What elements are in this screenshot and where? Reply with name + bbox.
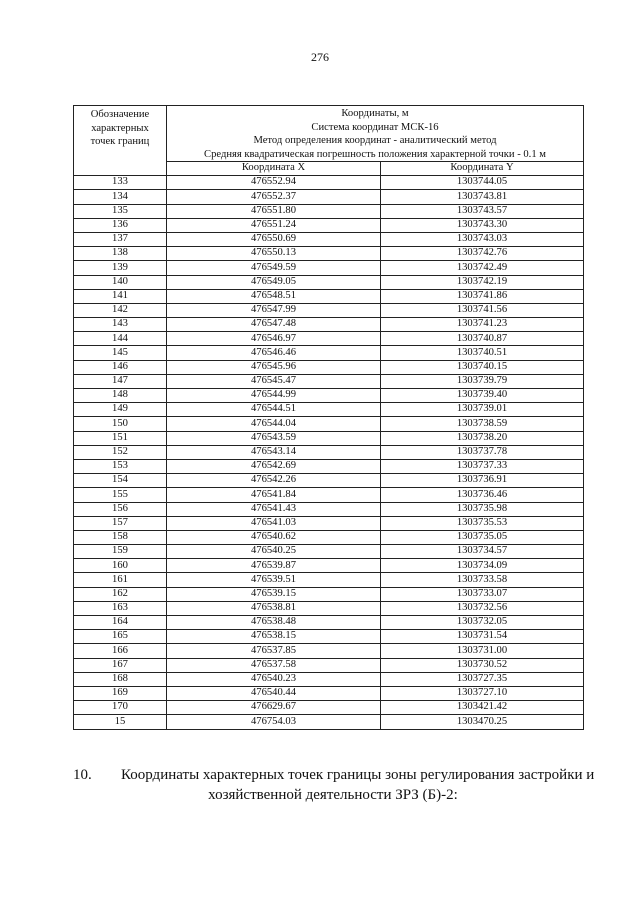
- section-heading-line-1: Координаты характерных точек границы зоны регулирования застройки и: [121, 767, 595, 783]
- coordinates-table: [73, 105, 584, 730]
- coordinate-y-cell: 1303731.54: [381, 630, 584, 644]
- point-id-cell: 147: [74, 374, 167, 388]
- coordinate-x-cell: 476547.48: [167, 318, 381, 332]
- table-row: [74, 218, 584, 232]
- coordinate-x-cell: 476552.37: [167, 190, 381, 204]
- coordinate-y-cell: 1303739.01: [381, 403, 584, 417]
- table-row: [74, 303, 584, 317]
- table-row: [74, 332, 584, 346]
- point-id-cell: 138: [74, 247, 167, 261]
- coordinate-x-cell: 476546.97: [167, 332, 381, 346]
- point-id-cell: 154: [74, 474, 167, 488]
- coordinate-x-cell: 476754.03: [167, 715, 381, 729]
- coordinate-y-cell: 1303743.57: [381, 204, 584, 218]
- coordinate-y-cell: 1303470.25: [381, 715, 584, 729]
- table-row: [74, 176, 584, 190]
- point-id-cell: 156: [74, 502, 167, 516]
- point-designation-header: [74, 106, 167, 176]
- coordinate-y-cell: 1303741.86: [381, 289, 584, 303]
- coordinate-y-cell: 1303737.33: [381, 459, 584, 473]
- point-id-cell: 150: [74, 417, 167, 431]
- coordinate-x-cell: 476539.51: [167, 573, 381, 587]
- coordinate-y-cell: 1303743.30: [381, 218, 584, 232]
- point-id-cell: 141: [74, 289, 167, 303]
- coordinate-y-cell: 1303737.78: [381, 445, 584, 459]
- point-id-cell: 160: [74, 559, 167, 573]
- coordinates-header: [167, 106, 584, 162]
- coordinate-y-cell: 1303736.46: [381, 488, 584, 502]
- table-row: [74, 644, 584, 658]
- point-id-cell: 157: [74, 516, 167, 530]
- point-id-cell: 144: [74, 332, 167, 346]
- coordinate-y-cell: 1303732.56: [381, 601, 584, 615]
- coordinate-x-cell: 476550.13: [167, 247, 381, 261]
- coordinate-y-cell: 1303421.42: [381, 701, 584, 715]
- coordinate-x-cell: 476538.48: [167, 616, 381, 630]
- point-id-cell: 169: [74, 686, 167, 700]
- table-row: [74, 630, 584, 644]
- header-left-line-1: Обозначение: [90, 109, 150, 120]
- point-id-cell: 139: [74, 261, 167, 275]
- header-left-line-2: характерных: [91, 122, 149, 134]
- table-row: [74, 672, 584, 686]
- coordinate-x-cell: 476545.47: [167, 374, 381, 388]
- point-id-cell: 140: [74, 275, 167, 289]
- point-id-cell: 163: [74, 601, 167, 615]
- coordinate-y-cell: 1303742.76: [381, 247, 584, 261]
- coordinate-y-cell: 1303734.57: [381, 545, 584, 559]
- table-row: [74, 289, 584, 303]
- coordinate-x-cell: 476541.84: [167, 488, 381, 502]
- coordinate-y-cell: 1303740.87: [381, 332, 584, 346]
- coordinate-x-cell: 476547.99: [167, 303, 381, 317]
- point-id-cell: 134: [74, 190, 167, 204]
- section-heading-line-2: хозяйственной деятельности ЗРЗ (Б)-2:: [208, 787, 458, 803]
- header-accuracy: Средняя квадратическая погрешность положения характерной точки - 0.1 м: [204, 148, 546, 160]
- point-id-cell: 153: [74, 459, 167, 473]
- coordinate-x-cell: 476544.99: [167, 389, 381, 403]
- point-id-cell: 137: [74, 232, 167, 246]
- table-row: [74, 204, 584, 218]
- table-row: [74, 715, 584, 729]
- point-id-cell: 158: [74, 530, 167, 544]
- table-row: [74, 701, 584, 715]
- coordinate-x-cell: 476549.59: [167, 261, 381, 275]
- coordinate-y-cell: 1303741.56: [381, 303, 584, 317]
- coordinate-x-cell: 476551.80: [167, 204, 381, 218]
- coordinate-x-cell: 476538.15: [167, 630, 381, 644]
- table-row: [74, 275, 584, 289]
- coordinate-x-cell: 476541.03: [167, 516, 381, 530]
- coordinate-y-cell: 1303742.49: [381, 261, 584, 275]
- coordinate-y-cell: 1303743.81: [381, 190, 584, 204]
- coordinate-x-cell: 476552.94: [167, 176, 381, 190]
- coordinate-y-cell: 1303734.09: [381, 559, 584, 573]
- point-id-cell: 168: [74, 672, 167, 686]
- point-id-cell: 161: [74, 573, 167, 587]
- coordinate-x-cell: 476543.59: [167, 431, 381, 445]
- header-left-line-3: точек границ: [90, 136, 150, 148]
- coordinate-x-cell: 476549.05: [167, 275, 381, 289]
- table-row: [74, 474, 584, 488]
- coordinate-y-cell: 1303735.98: [381, 502, 584, 516]
- table-row: [74, 431, 584, 445]
- table-row: [74, 346, 584, 360]
- coordinate-x-cell: 476539.87: [167, 559, 381, 573]
- coordinate-x-cell: 476540.44: [167, 686, 381, 700]
- coordinate-x-cell: 476540.62: [167, 530, 381, 544]
- coordinate-y-cell: 1303727.10: [381, 686, 584, 700]
- point-id-cell: 155: [74, 488, 167, 502]
- table-row: [74, 247, 584, 261]
- table-row: [74, 530, 584, 544]
- point-id-cell: 146: [74, 360, 167, 374]
- table-row: [74, 488, 584, 502]
- coordinate-y-cell: 1303739.79: [381, 374, 584, 388]
- coordinate-y-cell: 1303740.15: [381, 360, 584, 374]
- coordinate-y-cell: 1303733.07: [381, 587, 584, 601]
- table-header-row: [74, 106, 584, 162]
- point-id-cell: 135: [74, 204, 167, 218]
- coordinate-x-cell: 476540.23: [167, 672, 381, 686]
- table-row: [74, 559, 584, 573]
- coordinate-x-cell: 476538.81: [167, 601, 381, 615]
- coordinate-x-cell: 476545.96: [167, 360, 381, 374]
- point-id-cell: 148: [74, 389, 167, 403]
- coordinate-y-cell: 1303731.00: [381, 644, 584, 658]
- coordinate-x-cell: 476540.25: [167, 545, 381, 559]
- table-row: [74, 686, 584, 700]
- coordinate-y-cell: 1303733.58: [381, 573, 584, 587]
- point-id-cell: 166: [74, 644, 167, 658]
- coordinate-x-cell: 476537.85: [167, 644, 381, 658]
- point-id-cell: 151: [74, 431, 167, 445]
- table-row: [74, 459, 584, 473]
- point-id-cell: 15: [74, 715, 167, 729]
- table-row: [74, 445, 584, 459]
- point-id-cell: 149: [74, 403, 167, 417]
- table-row: [74, 190, 584, 204]
- coordinate-y-cell: 1303743.03: [381, 232, 584, 246]
- coordinate-y-cell: 1303742.19: [381, 275, 584, 289]
- coordinate-y-cell: 1303735.05: [381, 530, 584, 544]
- point-id-cell: 159: [74, 545, 167, 559]
- coordinate-y-cell: 1303735.53: [381, 516, 584, 530]
- table-row: [74, 516, 584, 530]
- table-row: [74, 587, 584, 601]
- table-row: [74, 545, 584, 559]
- coordinate-y-cell: 1303740.51: [381, 346, 584, 360]
- column-header-y: Координата Y: [381, 162, 584, 176]
- coordinate-x-cell: 476551.24: [167, 218, 381, 232]
- point-id-cell: 145: [74, 346, 167, 360]
- point-id-cell: 142: [74, 303, 167, 317]
- point-id-cell: 143: [74, 318, 167, 332]
- coordinate-x-cell: 476548.51: [167, 289, 381, 303]
- point-id-cell: 133: [74, 176, 167, 190]
- table-row: [74, 403, 584, 417]
- coordinate-x-cell: 476541.43: [167, 502, 381, 516]
- table-row: [74, 573, 584, 587]
- coordinate-y-cell: 1303736.91: [381, 474, 584, 488]
- section-number: 10.: [73, 767, 92, 783]
- coordinate-x-cell: 476629.67: [167, 701, 381, 715]
- header-method: Метод определения координат - аналитический метод: [253, 135, 497, 147]
- coordinate-x-cell: 476546.46: [167, 346, 381, 360]
- point-id-cell: 165: [74, 630, 167, 644]
- table-row: [74, 360, 584, 374]
- point-id-cell: 167: [74, 658, 167, 672]
- coordinate-y-cell: 1303727.35: [381, 672, 584, 686]
- point-id-cell: 170: [74, 701, 167, 715]
- page-number: 276: [311, 50, 329, 64]
- coordinate-y-cell: 1303730.52: [381, 658, 584, 672]
- header-coord-system: Система координат МСК-16: [311, 121, 439, 133]
- point-id-cell: 152: [74, 445, 167, 459]
- coordinate-x-cell: 476543.14: [167, 445, 381, 459]
- table-row: [74, 232, 584, 246]
- table-row: [74, 502, 584, 516]
- point-id-cell: 164: [74, 616, 167, 630]
- table-row: [74, 389, 584, 403]
- table-row: [74, 658, 584, 672]
- table-row: [74, 616, 584, 630]
- coordinate-y-cell: 1303741.23: [381, 318, 584, 332]
- point-id-cell: 136: [74, 218, 167, 232]
- point-id-cell: 162: [74, 587, 167, 601]
- column-header-x: Координата X: [167, 162, 381, 176]
- coordinate-y-cell: 1303738.59: [381, 417, 584, 431]
- coordinate-x-cell: 476544.51: [167, 403, 381, 417]
- table-row: [74, 417, 584, 431]
- coordinate-y-cell: 1303738.20: [381, 431, 584, 445]
- coordinate-x-cell: 476539.15: [167, 587, 381, 601]
- coordinate-y-cell: 1303744.05: [381, 176, 584, 190]
- coordinate-x-cell: 476537.58: [167, 658, 381, 672]
- coordinate-x-cell: 476542.26: [167, 474, 381, 488]
- coordinate-x-cell: 476544.04: [167, 417, 381, 431]
- table-row: [74, 318, 584, 332]
- coordinate-x-cell: 476550.69: [167, 232, 381, 246]
- coordinate-x-cell: 476542.69: [167, 459, 381, 473]
- coordinate-y-cell: 1303739.40: [381, 389, 584, 403]
- coordinate-y-cell: 1303732.05: [381, 616, 584, 630]
- table-row: [74, 601, 584, 615]
- table-row: [74, 261, 584, 275]
- table-row: [74, 374, 584, 388]
- header-title: Координаты, м: [341, 108, 409, 119]
